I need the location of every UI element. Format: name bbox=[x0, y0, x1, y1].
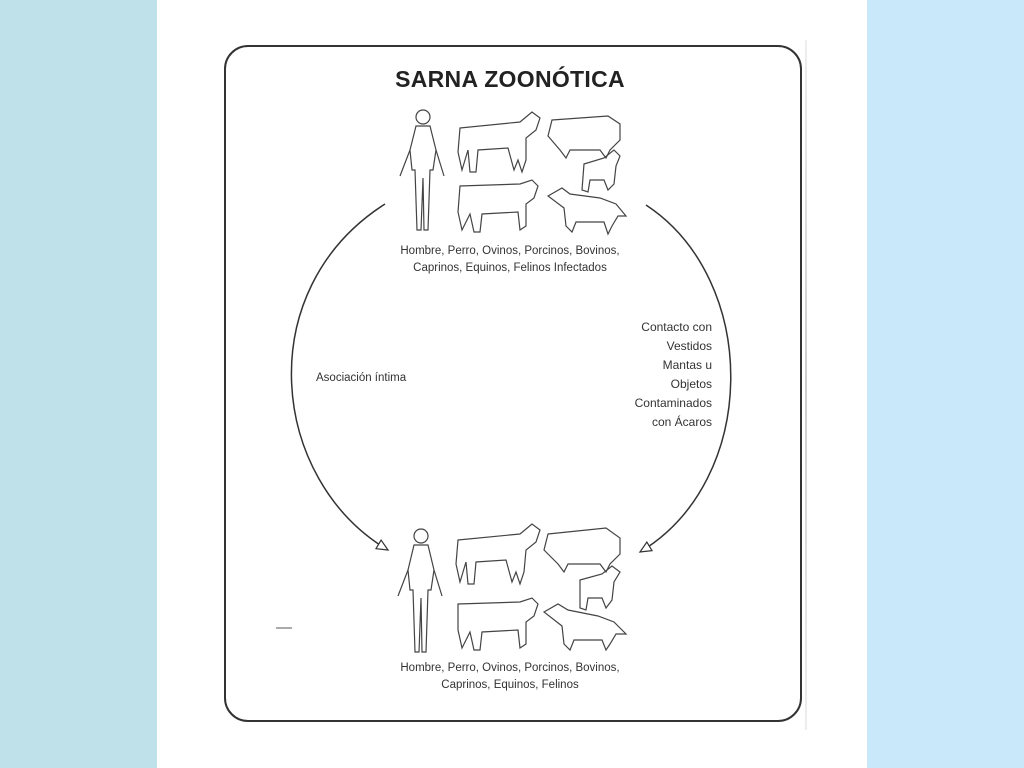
top-horse-icon bbox=[458, 112, 540, 172]
right-label-line-4: Objetos bbox=[670, 377, 712, 391]
bottom-caption-line-2: Caprinos, Equinos, Felinos bbox=[441, 679, 579, 691]
right-label-line-1: Contacto con bbox=[641, 320, 712, 334]
top-caption-line-2: Caprinos, Equinos, Felinos Infectados bbox=[413, 262, 607, 274]
bottom-pig-icon bbox=[544, 528, 620, 572]
right-label-line-2: Vestidos bbox=[666, 339, 712, 353]
top-human-icon bbox=[400, 110, 444, 230]
diagram-title: SARNA ZOONÓTICA bbox=[395, 66, 625, 92]
right-arrow-label bbox=[590, 318, 712, 432]
top-hosts-group bbox=[400, 110, 626, 234]
bottom-cow-icon bbox=[458, 598, 538, 650]
right-label-line-6: con Ácaros bbox=[651, 415, 712, 429]
top-cow-icon bbox=[458, 180, 538, 232]
bottom-caption-line-1: Hombre, Perro, Ovinos, Porcinos, Bovinos, bbox=[400, 662, 620, 674]
top-goat-icon bbox=[582, 150, 620, 192]
bottom-horse-icon bbox=[456, 524, 540, 584]
right-label-line-5: Contaminados bbox=[634, 396, 712, 410]
top-dog-icon bbox=[548, 188, 626, 234]
bottom-dog-icon bbox=[544, 604, 626, 650]
top-pig-icon bbox=[548, 116, 620, 158]
bottom-hosts-caption bbox=[380, 660, 640, 694]
right-label-line-3: Mantas u bbox=[662, 358, 712, 372]
left-arrow-label: Asociación íntima bbox=[316, 372, 407, 384]
top-hosts-caption bbox=[380, 243, 640, 277]
bottom-hosts-group bbox=[398, 524, 626, 652]
bottom-goat-icon bbox=[580, 566, 620, 610]
top-caption-line-1: Hombre, Perro, Ovinos, Porcinos, Bovinos, bbox=[400, 245, 620, 257]
bottom-human-icon bbox=[398, 529, 442, 652]
